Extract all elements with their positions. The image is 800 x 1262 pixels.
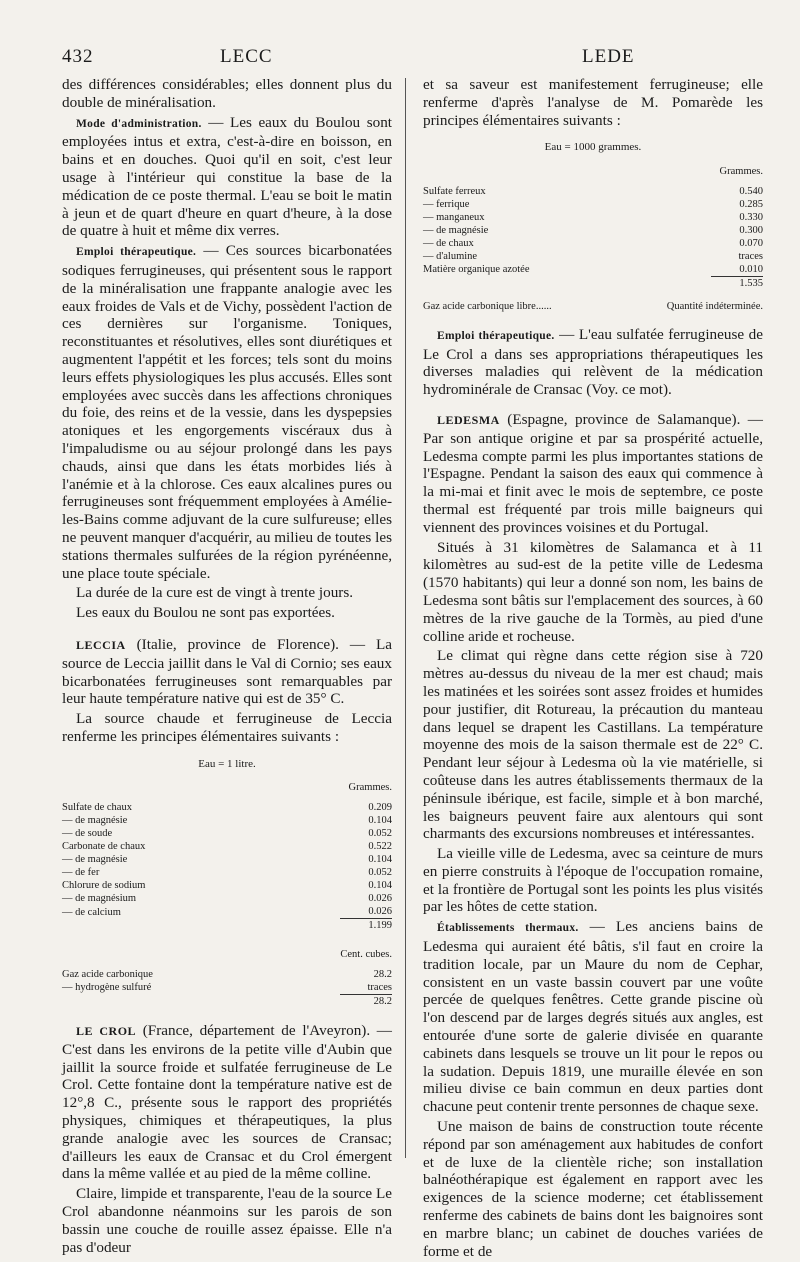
row-value: 0.026 — [368, 906, 392, 918]
row-label: Gaz acide carbonique — [62, 969, 153, 981]
table-total: 1.535 — [711, 276, 763, 290]
paragraph — [423, 411, 763, 537]
right-column — [423, 76, 763, 1262]
paragraph: des différences considérables; elles donnent plus du double de minéralisation. — [62, 76, 392, 111]
section-heading: Emploi thérapeutique. — [437, 329, 555, 342]
row-value: 28.2 — [373, 969, 392, 981]
table-row — [62, 827, 392, 840]
section-heading: Mode d'administration. — [76, 117, 202, 130]
table-row — [62, 968, 392, 981]
row-value: 0.330 — [739, 211, 763, 223]
paragraph — [423, 326, 763, 399]
table-row — [62, 981, 392, 995]
gas-value: Quantité indéterminée. — [666, 300, 763, 312]
table-row — [62, 801, 392, 814]
paragraph — [62, 636, 392, 708]
table-row — [423, 185, 763, 198]
row-label: — manganeux — [423, 211, 485, 223]
table-row — [423, 263, 763, 277]
paragraph: Les eaux du Boulou ne sont pas exportées. — [76, 604, 335, 622]
section-heading: Emploi thérapeutique. — [76, 246, 197, 259]
row-value: traces — [367, 982, 392, 994]
running-head-left: LECC — [220, 46, 273, 67]
row-value: 0.104 — [368, 815, 392, 827]
entry-heading: LE CROL — [76, 1024, 137, 1039]
gas-line — [423, 298, 763, 316]
section-heading: Établissements thermaux. — [437, 922, 579, 935]
paragraph-text: (Espagne, province de Salamanque). — Par son antique origine et par sa prospérité actuelle, Ledesma compte parmi les plus importantes stations de l'Espagne. Pendant la saison des eaux qui commence à la mi-mai et finit avec le mois de septembre, ce poste thermal est fréquenté par trois mille baigneurs qui viennent des provinces voisines et du Portugal. — [423, 410, 763, 536]
row-label: — de calcium — [62, 906, 121, 918]
row-value: 0.540 — [739, 185, 763, 197]
row-label: — de magnésium — [62, 893, 137, 905]
paragraph: La durée de la cure est de vingt à trente jours. — [76, 584, 354, 602]
table-row — [62, 905, 392, 919]
gas-label: Gaz acide carbonique libre...... — [423, 300, 552, 312]
table-caption: Eau = 1 litre. — [198, 757, 256, 770]
paragraph: Le climat qui règne dans cette région sise à 720 mètres au-dessus du niveau de la mer est chaud; mais les matinées et les soirées sont assez froides et humides pour justifier, dit Rotureau, la précaution du manteau dans lequel se drapent les Castillans. La température moyenne des mois de la saison thermale est de 22° C. Pendant leur séjour à Ledesma où la vie matérielle, si coûteuse dans les autres établissements thermaux de la péninsule ibérique, est facile, simple et à bon marché, les baigneurs peuvent faire aux alentours qui sont charmants des excursions nombreuses et intéressantes. — [423, 647, 763, 843]
row-value: 0.209 — [368, 802, 392, 814]
row-value: 0.300 — [739, 224, 763, 236]
row-label: — de magnésie — [423, 224, 489, 236]
row-label: — ferrique — [423, 198, 470, 210]
page-number: 432 — [62, 46, 94, 67]
row-label: Carbonate de chaux — [62, 841, 146, 853]
paragraph-text: — Les eaux du Boulou sont employées intus et extra, c'est-à-dire en boisson, en bains et en douches. Quoi qu'il en soit, c'est leur usage à l'intérieur qui constitue la base de la médication de ce poste thermal. L'eau se boit le matin à jeun et de quart d'heure en quart d'heure, à la dose de quatre à huit et même dix verres. — [62, 113, 393, 240]
entry-heading: LECCIA — [76, 637, 126, 652]
composition-table — [423, 185, 763, 290]
table-unit: Grammes. — [719, 166, 763, 178]
row-value: traces — [738, 250, 763, 262]
paragraph — [62, 114, 392, 241]
table-row — [62, 892, 392, 905]
paragraph — [62, 1022, 392, 1183]
table-row — [423, 250, 763, 263]
table-unit: Cent. cubes. — [340, 949, 392, 961]
table-row — [423, 198, 763, 211]
row-value: 0.285 — [739, 198, 763, 210]
paragraph: Situés à 31 kilomètres de Salamanca et à 11 kilomètres au sud-est de la petite ville de Ledesma (1570 habitants) qui leur a donné son nom, les bains de Ledesma sont bâtis sur l'emplacement des sources, à 60 mètres de la rive gauche de la Tormès, au pied d'une colline aride et rocheuse. — [423, 538, 763, 645]
table-row — [62, 840, 392, 853]
row-label: — de chaux — [423, 237, 474, 249]
composition-table — [62, 801, 392, 932]
running-head-right: LEDE — [582, 46, 635, 67]
row-value: 0.104 — [368, 880, 392, 892]
table-unit: Grammes. — [348, 782, 392, 794]
row-label: — de magnésie — [62, 854, 128, 866]
entry-heading: LEDESMA — [437, 412, 500, 427]
row-label: — d'alumine — [423, 250, 478, 262]
paragraph — [62, 242, 392, 582]
table-row — [62, 853, 392, 866]
table-row — [423, 224, 763, 237]
table-caption: Eau = 1000 grammes. — [544, 141, 642, 154]
paragraph — [423, 918, 763, 1116]
row-label: Sulfate de chaux — [62, 802, 132, 814]
paragraph: et sa saveur est manifestement ferrugineuse; elle renferme d'après l'analyse de M. Pomarède les principes élémentaires suivants : — [423, 76, 763, 129]
paragraph: Une maison de bains de construction toute récente répond par son aménagement aux habitudes de confort et de luxe de la clientèle riche; son installation balnéothérapique est également en rapport avec les exigences de la science moderne; cet établissement renferme des cabinets de bains dont les baignoires sont en marbre blanc; un cabinet de douches variées de forme et de — [423, 1118, 763, 1260]
row-value: 0.010 — [739, 263, 763, 275]
row-label: — hydrogène sulfuré — [62, 982, 152, 994]
row-value: 0.052 — [368, 867, 392, 879]
row-label: — de magnésie — [62, 815, 128, 827]
row-value: 0.052 — [368, 828, 392, 840]
paragraph-text: (Italie, province de Florence). — La source de Leccia jaillit dans le Val di Cornio; ses eaux bicarbonatées ferrugineuses sont remarquables par leur haute température native qui est de 35° C. — [62, 635, 392, 708]
paragraph-text: — Ces sources bicarbonatées sodiques ferrugineuses, qui présentent sous le rapport de la minéralisation une frappante analogie avec les eaux froides de Vals et de Vichy, possèdent l'action de ces dernières sur l'organisme. Toniques, reconstituantes et résolutives, elles sont diurétiques et augmentent l'appétit et les forces; tels sont du moins leurs effets physiologiques les plus accusés. Elles sont employées avec succès dans les affections chroniques du foie, des reins et de la vessie, dans les dyspepsies atoniques et les engorgements viscéraux dus à l'impaludisme ou au séjour prolongé dans les pays chauds, ainsi que dans les états morbides liés à l'anémie et à la chlorose. Ces eaux alcalines pures ou ferrugineuses sont fréquemment employées à Amélie-les-Bains comme adjuvant de la cure sulfureuse; elles ne peuvent manquer d'acquérir, au milieu de toutes les stations thermales sulfurées de la région pyrénéenne, une place toute spéciale. — [62, 242, 392, 582]
gas-table — [62, 968, 392, 1008]
row-label: — de fer — [62, 867, 100, 879]
paragraph-text: — Les anciens bains de Ledesma qui auraient été bâtis, s'il faut en croire la tradition locale, par un Maure du nom de Cephar, consistent en un vaste bassin couvert par une voûte percée de quelques fenêtres. Cette grande piscine où l'on descend par de larges degrés situés aux angles, est entourée d'une sorte de galerie divisée en quarante cabinets dans lesquels se trouve un lit pour le repos ou la sudation. Depuis 1819, une muraille élevée en son milieu divise ce bain commun en deux parties dont chacune peut contenir trente personnes de chaque sexe. — [423, 918, 763, 1116]
table-row — [423, 211, 763, 224]
row-label: Matière organique azotée — [423, 264, 530, 276]
paragraph-text: (France, département de l'Aveyron). — C'est dans les environs de la petite ville d'Aubin que jaillit la source froide et sulfatée ferrugineuse de Le Crol. Cette fontaine dont la température native est de 12°,8 C., présente sous le rapport des propriétés physiques, chimiques et thérapeutiques, la plus grande analogie avec les sources de Cransac; d'ailleurs les eaux de Cransac et du Crol émergent dans la même vallée et au pied de la même colline. — [62, 1022, 392, 1183]
table-row — [62, 814, 392, 827]
table-row — [62, 866, 392, 879]
paragraph: La source chaude et ferrugineuse de Leccia renferme les principes élémentaires suivants : — [62, 710, 392, 745]
table-total: 1.199 — [340, 919, 392, 933]
row-label: — de soude — [62, 828, 113, 840]
table-row — [423, 237, 763, 250]
left-column — [62, 76, 392, 1258]
row-value: 0.070 — [739, 237, 763, 249]
row-value: 0.026 — [368, 893, 392, 905]
paragraph: La vieille ville de Ledesma, avec sa ceinture de murs en pierre construits à l'époque de l'occupation romaine, et la frontière de Portugal sont les points les plus visités par les hôtes de cette station. — [423, 845, 763, 916]
table-row — [62, 879, 392, 892]
column-divider — [405, 78, 406, 1158]
table-total: 28.2 — [340, 995, 392, 1009]
paragraph: Claire, limpide et transparente, l'eau de la source Le Crol abandonne néanmoins sur les parois de son bassin une couche de rouille assez épaisse. Elle n'a pas d'odeur — [62, 1185, 392, 1256]
paragraph-text: — L'eau sulfatée ferrugineuse de Le Crol a dans ses appropriations thérapeutiques les diverses maladies qui relèvent de la médication hydrominérale de Cransac (Voy. ce mot). — [423, 325, 763, 399]
row-label: Sulfate ferreux — [423, 185, 486, 197]
row-value: 0.104 — [368, 854, 392, 866]
row-label: Chlorure de sodium — [62, 880, 146, 892]
row-value: 0.522 — [368, 841, 392, 853]
